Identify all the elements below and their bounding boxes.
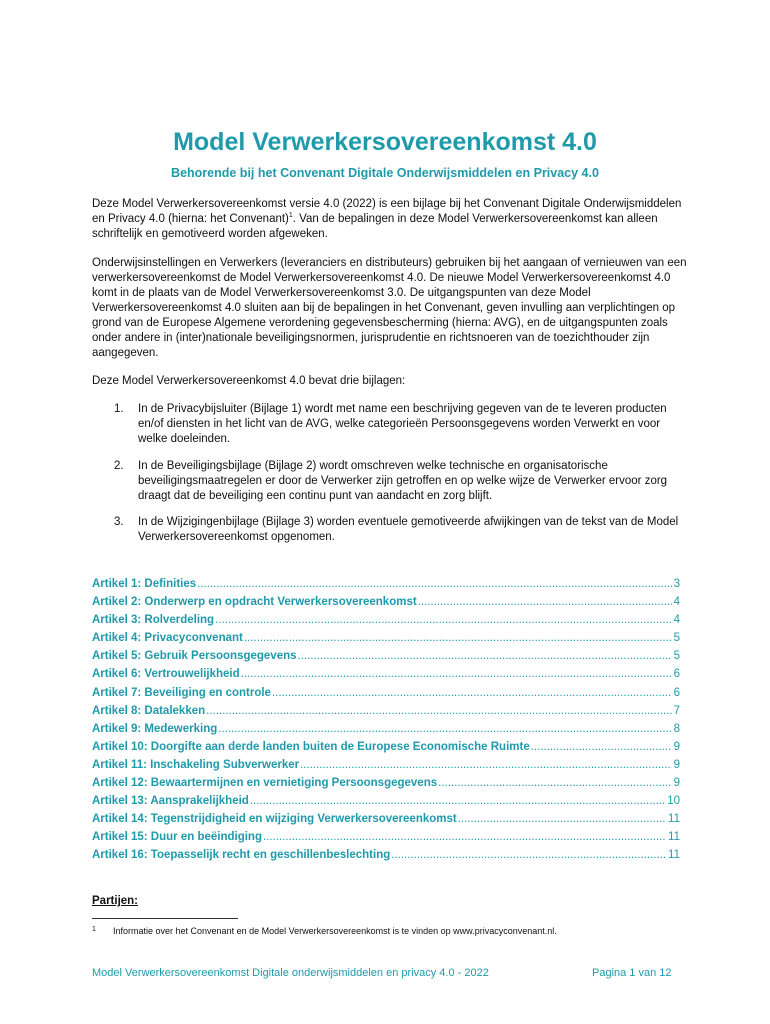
footnote-reference[interactable]: 1 — [288, 212, 293, 220]
toc-page[interactable]: 5 — [673, 632, 680, 645]
toc-page[interactable]: 6 — [673, 686, 680, 699]
toc-leader — [418, 596, 672, 608]
footnote-text: Informatie over het Convenant en de Model Verwerkersovereenkomst is te vinden op www.privacyconvenant.nl. — [113, 926, 557, 936]
toc-page[interactable]: 9 — [673, 758, 680, 771]
document-subtitle: Behorende bij het Convenant Digitale Onderwijsmiddelen en Privacy 4.0 — [171, 166, 599, 180]
toc-leader — [438, 777, 671, 789]
toc-page[interactable]: 5 — [673, 650, 680, 663]
list-number: 3. — [114, 516, 124, 528]
toc-leader — [300, 759, 671, 771]
toc-entry-4[interactable] — [92, 632, 680, 650]
toc-leader — [215, 614, 672, 626]
list-text: In de Privacybijsluiter (Bijlage 1) wordt met name een beschrijving gegeven van de te leveren producten en/of diensten in het licht van de AVG, welke categorieën Persoonsgegevens worden Verwerkt en voor welke doeleinden. — [138, 403, 667, 445]
list-number: 1. — [114, 403, 124, 415]
intro-p1-text: Deze Model Verwerkersovereenkomst versie 4.0 (2022) is een bijlage bij het Convenant Digitale Onderwijsmiddelen en Privacy 4.0 (hierna: het Convenant) — [92, 198, 682, 225]
toc-label[interactable]: Artikel 15: Duur en beëindiging — [92, 831, 262, 844]
toc-label[interactable]: Artikel 11: Inschakeling Subverwerker — [92, 758, 300, 771]
footnote-separator — [92, 918, 238, 919]
table-of-contents — [92, 578, 680, 868]
list-number: 2. — [114, 460, 124, 472]
toc-label[interactable]: Artikel 5: Gebruik Persoonsgegevens — [92, 650, 297, 663]
toc-page[interactable]: 9 — [673, 740, 680, 753]
toc-label[interactable]: Artikel 3: Rolverdeling — [92, 614, 215, 627]
toc-entry-6[interactable] — [92, 668, 680, 686]
toc-leader — [244, 632, 672, 644]
parties-heading: Partijen: — [92, 895, 139, 907]
toc-leader — [197, 578, 671, 590]
toc-label[interactable]: Artikel 7: Beveiliging en controle — [92, 686, 271, 699]
list-text: In de Beveiligingsbijlage (Bijlage 2) wordt omschreven welke technische en organisatorische beveiligingsmaatregelen er door de Verwerker zijn getroffen en op welke wijze de Verwerker ervoor zorg draagt dat de beveiliging een continu punt van aandacht en zorg blijft. — [138, 460, 668, 502]
toc-entry-1[interactable] — [92, 578, 680, 596]
toc-entry-12[interactable] — [92, 777, 680, 795]
toc-entry-3[interactable] — [92, 614, 680, 632]
toc-label[interactable]: Artikel 8: Datalekken — [92, 704, 206, 717]
footer-page-number: Pagina 1 van 12 — [592, 967, 672, 979]
toc-page[interactable]: 11 — [668, 849, 680, 862]
toc-entry-14[interactable] — [92, 813, 680, 831]
toc-entry-5[interactable] — [92, 650, 680, 668]
toc-page[interactable]: 6 — [673, 668, 680, 681]
toc-leader — [241, 668, 672, 680]
toc-label[interactable]: Artikel 2: Onderwerp en opdracht Verwerkersovereenkomst — [92, 596, 417, 609]
toc-entry-16[interactable] — [92, 849, 680, 867]
toc-leader — [263, 831, 666, 843]
toc-label[interactable]: Artikel 14: Tegenstrijdigheid en wijziging Verwerkersovereenkomst — [92, 813, 457, 826]
toc-page[interactable]: 8 — [673, 722, 680, 735]
toc-label[interactable]: Artikel 9: Medewerking — [92, 722, 218, 735]
toc-entry-9[interactable] — [92, 723, 680, 741]
footer-document-name: Model Verwerkersovereenkomst Digitale onderwijsmiddelen en privacy 4.0 - 2022 — [92, 967, 489, 979]
toc-leader — [391, 849, 666, 861]
intro-p1-text-end: . Van de bepalingen in deze Model Verwerkersovereenkomst kan alleen schriftelijk en gemotiveerd worden afgeweken. — [92, 213, 658, 240]
toc-leader — [298, 650, 672, 662]
toc-page[interactable]: 11 — [668, 813, 680, 826]
toc-leader — [206, 705, 671, 717]
footnote-mark: 1 — [92, 926, 96, 933]
toc-label[interactable]: Artikel 12: Bewaartermijnen en vernietiging Persoonsgegevens — [92, 777, 438, 790]
toc-label[interactable]: Artikel 1: Definities — [92, 578, 197, 590]
toc-page[interactable]: 4 — [673, 596, 680, 609]
toc-page[interactable]: 11 — [668, 831, 680, 844]
toc-entry-2[interactable] — [92, 596, 680, 614]
toc-leader — [531, 741, 672, 753]
toc-leader — [272, 687, 672, 699]
toc-entry-15[interactable] — [92, 831, 680, 849]
toc-page[interactable]: 3 — [673, 578, 680, 590]
toc-label[interactable]: Artikel 4: Privacyconvenant — [92, 632, 243, 645]
toc-entry-10[interactable] — [92, 741, 680, 759]
intro-paragraph-1 — [92, 197, 692, 242]
document-title: Model Verwerkersovereenkomst 4.0 — [173, 128, 597, 156]
intro-paragraph-2: Onderwijsinstellingen en Verwerkers (leveranciers en distributeurs) gebruiken bij het aangaan of vernieuwen van een verwerkersovereenkomst de Model Verwerkersovereenkomst 4.0. De nieuwe Model Verwerkersovereenkomst 4.0 komt in de plaats van de Model Verwerkersovereenkomst 3.0. De uitgangspunten van deze Model Verwerkersovereenkomst 4.0 sluiten aan bij de bepalingen in het Convenant, geven invulling aan verplichtingen op grond van de Europese Algemene verordening gegevensbescherming (hierna: AVG), en de uitgangspunten zoals onder andere in (inter)nationale beveiligingsnormen, jurisprudentie en richtsnoeren van de toezichthouder zijn aangegeven. — [92, 257, 687, 359]
toc-leader — [458, 813, 666, 825]
toc-entry-7[interactable] — [92, 687, 680, 705]
toc-label[interactable]: Artikel 13: Aansprakelijkheid — [92, 795, 249, 808]
toc-leader — [250, 795, 665, 807]
intro-paragraph-3: Deze Model Verwerkersovereenkomst 4.0 bevat drie bijlagen: — [92, 375, 406, 387]
toc-leader — [218, 723, 671, 735]
toc-page[interactable]: 9 — [673, 777, 680, 790]
list-text: In de Wijzigingenbijlage (Bijlage 3) worden eventuele gemotiveerde afwijkingen van de tekst van de Model Verwerkersovereenkomst opgenomen. — [138, 516, 679, 543]
toc-entry-11[interactable] — [92, 759, 680, 777]
toc-page[interactable]: 4 — [673, 614, 680, 627]
toc-entry-13[interactable] — [92, 795, 680, 813]
toc-label[interactable]: Artikel 6: Vertrouwelijkheid — [92, 668, 240, 681]
toc-entry-8[interactable] — [92, 705, 680, 723]
toc-page[interactable]: 10 — [667, 795, 680, 808]
toc-label[interactable]: Artikel 16: Toepasselijk recht en geschillenbeslechting — [92, 849, 391, 862]
toc-label[interactable]: Artikel 10: Doorgifte aan derde landen buiten de Europese Economische Ruimte — [92, 740, 530, 753]
toc-page[interactable]: 7 — [673, 704, 680, 717]
